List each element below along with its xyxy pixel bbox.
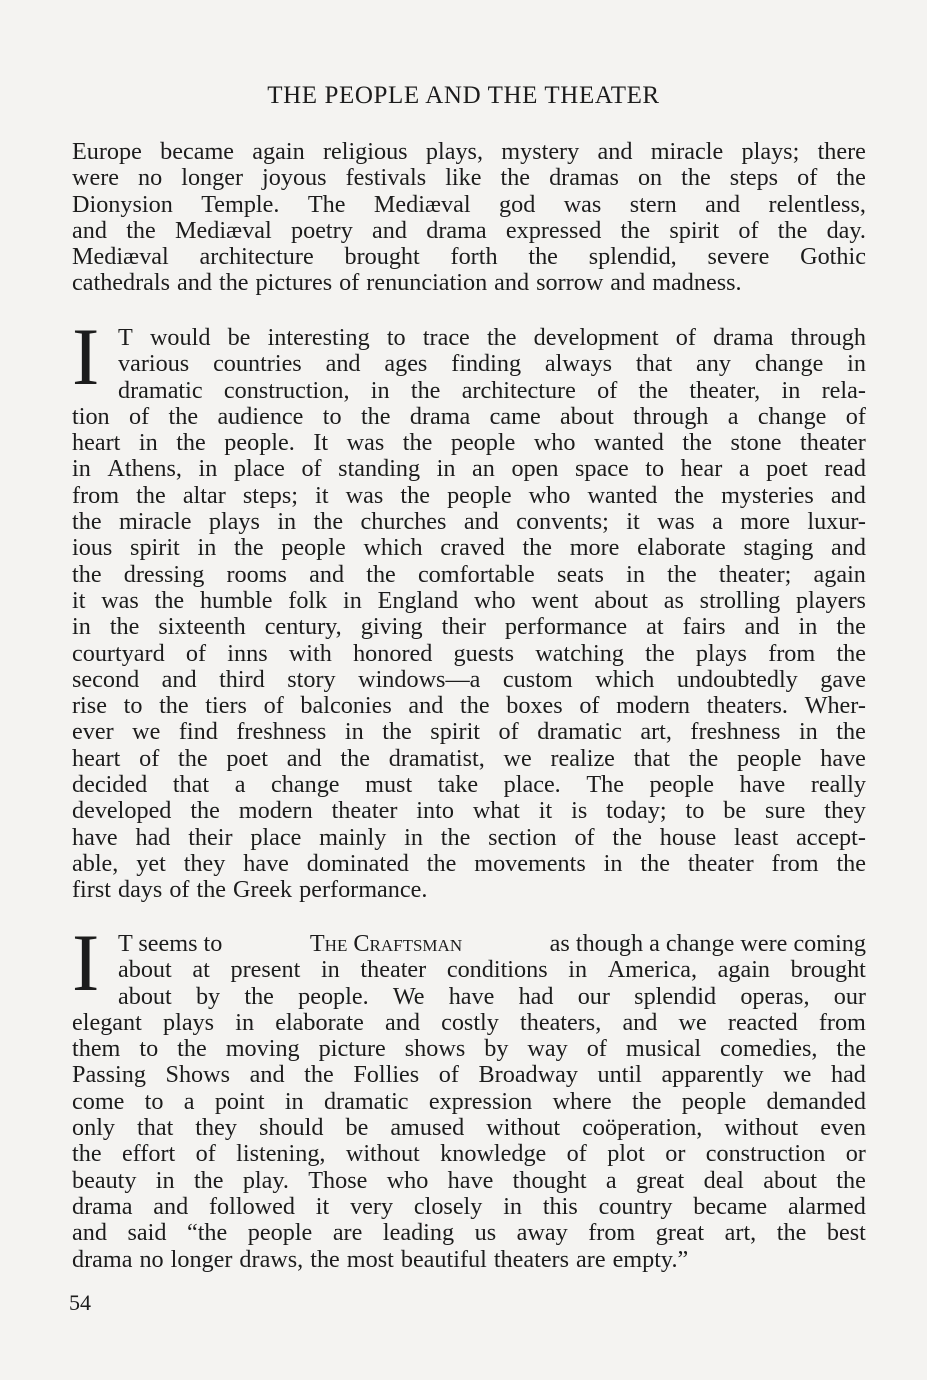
text-line: heart in the people. It was the people who wanted the stone theater (72, 429, 866, 457)
text-line: second and third story windows—a custom which undoubtedly gave (72, 665, 866, 693)
text-line: in the sixteenth century, giving their performance at fairs and in the (72, 613, 866, 641)
text-line: dramatic construction, in the architecture of the theater, in rela- (118, 376, 866, 404)
text-line: it was the humble folk in England who went about as strolling players (72, 586, 866, 614)
text-line: first days of the Greek performance. (72, 876, 428, 904)
text-line: the miracle plays in the churches and convents; it was a more luxur- (72, 508, 866, 536)
text-line: tion of the audience to the drama came about through a change of (72, 402, 866, 430)
text-line: about at present in theater conditions in America, again brought (118, 956, 866, 984)
drop-cap-2: I (72, 917, 100, 1008)
text-line: in Athens, in place of standing in an open space to hear a poet read (72, 455, 866, 483)
text-line: T would be interesting to trace the development of drama through (118, 324, 866, 351)
text-line: and said “the people are leading us away from great art, the best (72, 1219, 866, 1247)
text-line: cathedrals and the pictures of renunciation and sorrow and madness. (72, 269, 742, 297)
text-line: about by the people. We have had our splendid operas, our (118, 982, 866, 1010)
text-line: beauty in the play. Those who have thought a great deal about the (72, 1166, 866, 1194)
text-line: Passing Shows and the Follies of Broadway until apparently we had (72, 1061, 866, 1089)
text-line: elegant plays in elaborate and costly theaters, and we reacted from (72, 1008, 866, 1036)
text-line: heart of the poet and the dramatist, we realize that the people have (72, 744, 866, 772)
text-line: Mediæval architecture brought forth the splendid, severe Gothic (72, 243, 866, 271)
text-line: come to a point in dramatic expression where the people demanded (72, 1087, 866, 1115)
text-line: only that they should be amused without coöperation, without even (72, 1114, 866, 1142)
text-line: developed the modern theater into what it is today; to be sure they (72, 797, 866, 825)
running-header: THE PEOPLE AND THE THEATER (267, 82, 660, 109)
text-line: ever we find freshness in the spirit of dramatic art, freshness in the (72, 718, 866, 746)
text-line: able, yet they have dominated the movements in the theater from the (72, 849, 866, 877)
text-line: and the Mediæval poetry and drama expressed the spirit of the day. (72, 216, 866, 244)
text-line: various countries and ages finding always that any change in (118, 350, 866, 378)
text-line: the dressing rooms and the comfortable seats in the theater; again (72, 560, 866, 588)
text-line: were no longer joyous festivals like the dramas on the steps of the (72, 164, 866, 192)
text-line: Dionysion Temple. The Mediæval god was stern and relentless, (72, 190, 866, 218)
text-line: rise to the tiers of balconies and the boxes of modern theaters. Wher- (72, 692, 866, 720)
text-line: drama and followed it very closely in this country became alarmed (72, 1192, 866, 1220)
paragraph-2 (72, 325, 866, 904)
text-line: courtyard of inns with honored guests watching the plays from the (72, 639, 866, 667)
text-line: Europe became again religious plays, mystery and miracle plays; there (72, 138, 866, 165)
text-line: them to the moving picture shows by way of musical comedies, the (72, 1035, 866, 1063)
paragraph-3 (72, 931, 866, 1273)
paragraph-1 (72, 139, 866, 297)
text-line: T seems to The Craftsman as though a change were coming (118, 930, 866, 957)
magazine-name: The Craftsman (309, 930, 463, 957)
text-line: drama no longer draws, the most beautiful theaters are empty.” (72, 1245, 689, 1273)
page-number: 54 (69, 1290, 91, 1315)
text-line: from the altar steps; it was the people who wanted the mysteries and (72, 481, 866, 509)
text-line: ious spirit in the people which craved the more elaborate staging and (72, 534, 866, 562)
text-line: the effort of listening, without knowledge of plot or construction or (72, 1140, 866, 1168)
drop-cap-1: I (72, 311, 100, 402)
text-line: decided that a change must take place. The people have really (72, 771, 866, 799)
text-line: have had their place mainly in the section of the house least accept- (72, 823, 866, 851)
